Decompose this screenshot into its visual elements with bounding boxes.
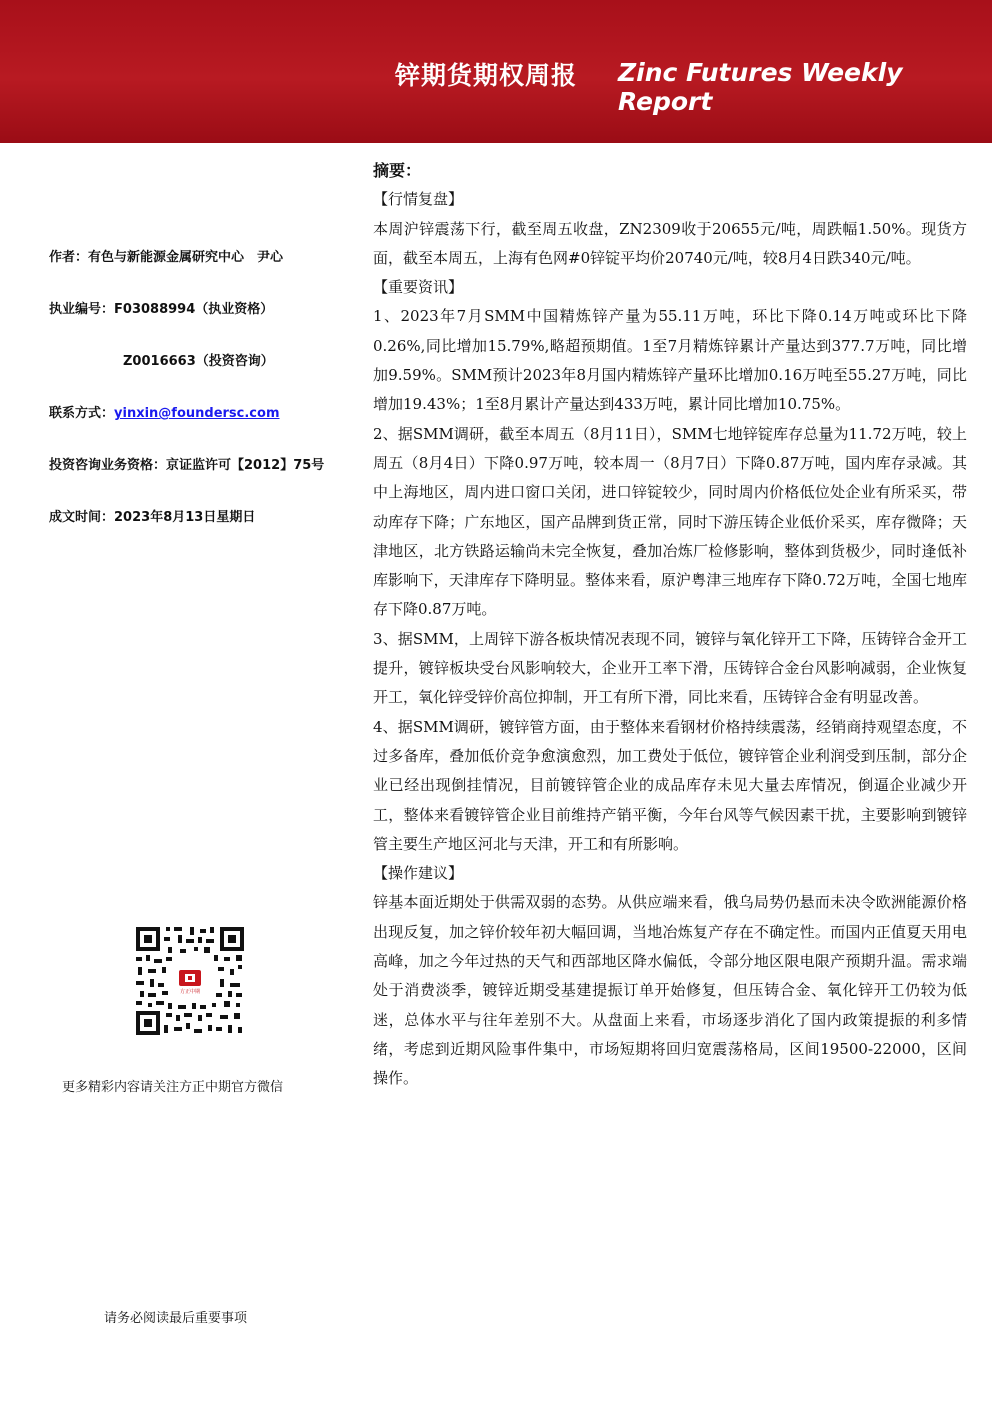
author-label: 作者：	[49, 250, 89, 265]
date-value: 2023年8月13日星期日	[114, 510, 256, 525]
news-item-1: 1、2023年7月SMM中国精炼锌产量为55.11万吨，环比下降0.14万吨或环比下降0.26%,同比增加15.79%,略超预期值。1至7月精炼锌累计产量达到377.7万吨，同比增加9.59%。SMM预计2023年8月国内精炼锌产量环比增加0.16万吨至55.27万吨，同比增加19.43%；1至8月累计产量达到433万吨，累计同比增加10.75%。	[373, 307, 967, 414]
contact-row	[49, 402, 280, 421]
section-key-news: 【重要资讯】	[373, 278, 464, 297]
license-label: 执业编号：	[49, 302, 115, 317]
section-market-review: 【行情复盘】	[373, 190, 464, 209]
date-row	[49, 506, 255, 525]
qualification-row	[49, 454, 324, 473]
market-review-text: 本周沪锌震荡下行，截至周五收盘，ZN2309收于20655元/吨，周跌幅1.50%。现货方面，截至本周五，上海有色网#0锌锭平均价20740元/吨，较8月4日跌340元/吨。	[373, 219, 967, 267]
report-title-en: Zinc Futures Weekly Report	[618, 58, 903, 116]
wechat-qr-code	[134, 925, 246, 1037]
summary-heading: 摘要：	[373, 161, 422, 180]
qr-logo-text: 方正中期	[179, 989, 201, 995]
important-notice: 请务必阅读最后重要事项	[104, 1311, 248, 1326]
header-banner	[0, 0, 992, 143]
date-label: 成文时间：	[49, 510, 115, 525]
report-body	[373, 156, 967, 1094]
sidebar	[0, 143, 360, 1403]
report-title-cn: 锌期货期权周报	[395, 61, 578, 90]
news-item-3: 3、据SMM，上周锌下游各板块情况表现不同，镀锌与氧化锌开工下降，压铸锌合金开工提升，镀锌板块受台风影响较大，企业开工率下滑，压铸锌合金台风影响减弱，企业恢复开工，氧化锌受锌价高位抑制，开工有所下滑，同比来看，压铸锌合金有明显改善。	[373, 629, 967, 707]
news-item-4: 4、据SMM调研，镀锌管方面，由于整体来看钢材价格持续震荡，经销商持观望态度，不过多备库，叠加低价竞争愈演愈烈，加工费处于低位，镀锌管企业利润受到压制，部分企业已经出现倒挂情况，目前镀锌管企业的成品库存未见大量去库情况，倒逼企业减少开工，整体来看镀锌管企业目前维持产销平衡，今年台风等气候因素干扰，主要影响到镀锌管主要生产地区河北与天津，开工和有所影响。	[373, 717, 967, 853]
section-operation-advice: 【操作建议】	[373, 864, 464, 883]
license-row	[49, 298, 273, 317]
license-value-2: Z0016663（投资咨询）	[123, 354, 274, 369]
qr-caption: 更多精彩内容请关注方正中期官方微信	[62, 1080, 284, 1095]
author-row	[49, 246, 283, 265]
operation-advice-text: 锌基本面近期处于供需双弱的态势。从供应端来看，俄乌局势仍悬而未决令欧洲能源价格出现反复，加之锌价较年初大幅回调，当地冶炼复产存在不确定性。而国内正值夏天用电高峰，加之今年过热的天气和西部地区降水偏低，令部分地区限电限产预期升温。需求端处于消费淡季，镀锌近期受基建提振订单开始修复，但压铸合金、氧化锌开工仍较为低迷，总体水平与往年差别不大。从盘面上来看，市场逐步消化了国内政策提振的利多情绪，考虑到近期风险事件集中，市场短期将回归宽震荡格局，区间19500-22000，区间操作。	[373, 893, 967, 1088]
license-value-1: F03088994（执业资格）	[114, 302, 274, 317]
license-row-2	[123, 350, 274, 369]
qualification-label: 投资咨询业务资格：	[49, 458, 167, 473]
news-item-2: 2、据SMM调研，截至本周五（8月11日），SMM七地锌锭库存总量为11.72万吨，较上周五（8月4日）下降0.97万吨，较本周一（8月7日）下降0.87万吨，国内库存录减。其中上海地区，周内进口窗口关闭，进口锌锭较少，同时周内价格低位处企业有所采买，带动库存下降；广东地区，国产品牌到货正常，同时下游压铸企业低价采买，库存微降；天津地区，北方铁路运输尚未完全恢复，叠加冶炼厂检修影响，整体到货极少，同时逢低补库影响下，天津库存下降明显。整体来看，原沪粤津三地库存下降0.72万吨，全国七地库存下降0.87万吨。	[373, 424, 967, 619]
contact-label: 联系方式：	[49, 406, 115, 421]
contact-email-link[interactable]: yinxin@foundersc.com	[114, 406, 280, 421]
qualification-value: 京证监许可【2012】75号	[166, 458, 325, 473]
author-value: 有色与新能源金属研究中心 尹心	[88, 250, 284, 265]
